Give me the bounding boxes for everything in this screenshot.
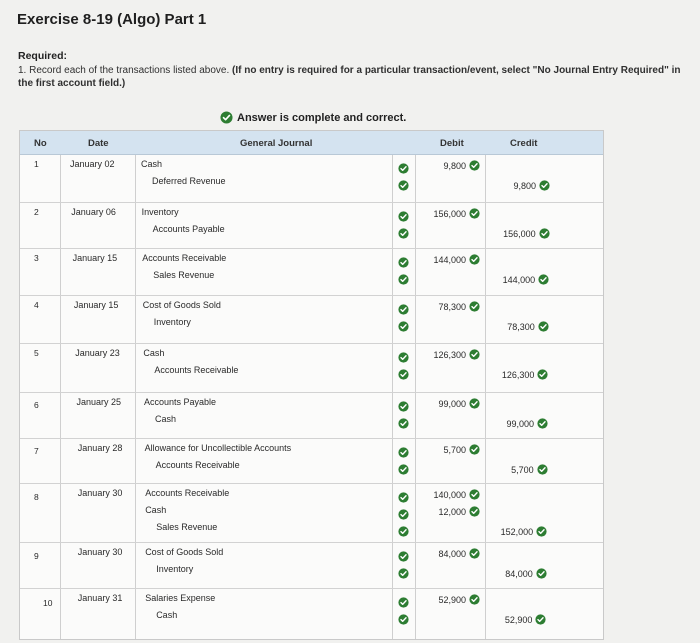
- check-circle-icon: [398, 612, 409, 623]
- entry-number: 7: [34, 446, 39, 456]
- required-text-bold: (If no entry is required for a particular transaction/event, select "No Journal Entry Required" in the first account field.): [18, 65, 681, 89]
- row-divider: [20, 202, 603, 203]
- account-field[interactable]: Cost of Goods Sold: [142, 300, 221, 310]
- check-circle-icon: [538, 321, 549, 332]
- check-circle-icon: [539, 228, 550, 239]
- entry-number: 1: [34, 159, 39, 169]
- check-circle-icon: [398, 226, 409, 237]
- debit-amount[interactable]: [438, 301, 480, 312]
- account-field[interactable]: Accounts Receivable: [142, 253, 227, 263]
- account-field[interactable]: Accounts Receivable: [155, 460, 240, 470]
- check-circle-icon: [398, 445, 409, 456]
- entry-date[interactable]: January 06: [71, 207, 116, 217]
- check-circle-icon: [469, 301, 480, 312]
- debit-amount[interactable]: [443, 160, 480, 171]
- entry-number: 4: [34, 300, 39, 310]
- debit-amount[interactable]: [443, 444, 480, 455]
- account-field[interactable]: Inventory: [153, 317, 191, 327]
- check-circle-icon: [537, 464, 548, 475]
- debit-value: 156,000: [433, 208, 466, 219]
- divider: [392, 155, 393, 639]
- required-heading: Required:: [18, 50, 68, 62]
- debit-value: 99,000: [438, 398, 466, 409]
- check-circle-icon: [469, 349, 480, 360]
- entry-date[interactable]: January 23: [75, 348, 120, 358]
- check-circle-icon: [536, 526, 547, 537]
- answer-status-text: Answer is complete and correct.: [237, 111, 407, 124]
- debit-value: 9,800: [443, 160, 466, 171]
- check-circle-icon: [398, 209, 409, 220]
- required-text-plain: 1. Record each of the transactions listed above.: [18, 65, 233, 76]
- check-circle-icon: [398, 255, 409, 266]
- debit-value: 126,300: [433, 349, 466, 360]
- check-circle-icon: [398, 350, 409, 361]
- divider: [415, 155, 416, 639]
- check-circle-icon: [398, 319, 409, 330]
- divider: [135, 155, 136, 639]
- entry-number: 2: [34, 207, 39, 217]
- entry-number: 3: [34, 253, 39, 263]
- account-field[interactable]: Cash: [156, 610, 178, 620]
- account-field[interactable]: Cost of Goods Sold: [145, 547, 224, 557]
- debit-amount[interactable]: [438, 506, 480, 517]
- account-field[interactable]: Sales Revenue: [153, 270, 215, 280]
- debit-value: 52,900: [438, 594, 466, 605]
- row-divider: [20, 295, 603, 296]
- account-field[interactable]: Accounts Payable: [144, 397, 217, 407]
- credit-amount[interactable]: [501, 526, 548, 537]
- column-no: No: [34, 138, 47, 149]
- entry-date[interactable]: January 30: [77, 488, 123, 498]
- entry-date[interactable]: January 15: [73, 300, 119, 310]
- credit-amount[interactable]: [503, 274, 550, 285]
- row-divider: [20, 483, 603, 484]
- entry-date[interactable]: January 31: [77, 593, 123, 603]
- account-field[interactable]: Accounts Receivable: [145, 488, 230, 498]
- table-header: [20, 131, 603, 155]
- debit-value: 78,300: [438, 301, 466, 312]
- account-field[interactable]: Accounts Receivable: [154, 365, 239, 375]
- credit-value: 52,900: [504, 614, 533, 625]
- check-circle-icon: [398, 566, 409, 577]
- debit-amount[interactable]: [433, 349, 480, 360]
- check-circle-icon: [469, 594, 480, 605]
- check-circle-icon: [398, 462, 409, 473]
- account-field[interactable]: Cash: [155, 414, 177, 424]
- check-circle-icon: [469, 506, 480, 517]
- check-circle-icon: [469, 489, 480, 500]
- check-circle-icon: [469, 254, 480, 265]
- credit-value: 126,300: [501, 369, 535, 380]
- debit-value: 5,700: [443, 444, 466, 455]
- account-field[interactable]: Accounts Payable: [152, 224, 225, 234]
- check-circle-icon: [398, 367, 409, 378]
- column-general-journal: General Journal: [240, 138, 313, 149]
- credit-value: 84,000: [505, 568, 533, 579]
- credit-value: 9,800: [513, 180, 536, 191]
- row-divider: [20, 392, 603, 393]
- check-circle-icon: [398, 595, 409, 606]
- check-circle-icon: [537, 369, 548, 380]
- credit-amount[interactable]: [513, 180, 550, 191]
- divider: [60, 155, 61, 639]
- debit-value: 144,000: [433, 254, 466, 265]
- entry-number: 6: [34, 399, 39, 410]
- account-field[interactable]: Inventory: [156, 564, 194, 574]
- account-field[interactable]: Allowance for Uncollectible Accounts: [144, 443, 292, 453]
- check-circle-icon: [398, 302, 409, 313]
- account-field[interactable]: Sales Revenue: [156, 522, 218, 532]
- row-divider: [20, 248, 603, 249]
- check-circle-icon: [469, 444, 480, 455]
- row-divider: [20, 588, 603, 589]
- credit-value: 78,300: [507, 321, 535, 332]
- entry-number: 10: [43, 597, 53, 608]
- credit-value: 99,000: [506, 418, 534, 429]
- check-circle-icon: [220, 111, 233, 124]
- check-circle-icon: [469, 160, 480, 171]
- entry-date[interactable]: January 15: [72, 253, 118, 263]
- account-field[interactable]: Salaries Expense: [145, 593, 216, 603]
- entry-date[interactable]: January 30: [77, 547, 123, 557]
- required-instructions: [18, 64, 683, 90]
- account-field[interactable]: Cash: [143, 348, 165, 358]
- column-date: Date: [88, 138, 109, 149]
- exercise-title: Exercise 8-19 (Algo) Part 1: [17, 11, 207, 28]
- credit-amount[interactable]: [506, 418, 548, 429]
- credit-value: 5,700: [511, 464, 534, 475]
- credit-value: 156,000: [503, 228, 536, 239]
- credit-value: 152,000: [500, 526, 534, 537]
- debit-amount[interactable]: [433, 208, 480, 219]
- answer-status: [220, 111, 406, 124]
- check-circle-icon: [398, 161, 409, 172]
- credit-amount[interactable]: [505, 614, 547, 625]
- row-divider: [20, 438, 603, 439]
- credit-value: 144,000: [502, 274, 536, 285]
- credit-amount[interactable]: [505, 568, 547, 579]
- check-circle-icon: [536, 568, 547, 579]
- check-circle-icon: [469, 208, 480, 219]
- check-circle-icon: [469, 548, 480, 559]
- account-field[interactable]: Cash: [145, 505, 167, 515]
- account-field[interactable]: Inventory: [141, 207, 179, 217]
- entry-number: 8: [34, 491, 39, 502]
- entry-date[interactable]: January 02: [70, 159, 115, 169]
- check-circle-icon: [538, 274, 549, 285]
- entry-number: 5: [34, 348, 39, 358]
- check-circle-icon: [398, 178, 409, 189]
- debit-amount[interactable]: [438, 594, 480, 605]
- debit-amount[interactable]: [433, 489, 480, 500]
- check-circle-icon: [398, 399, 409, 410]
- entry-number: 9: [34, 551, 39, 561]
- row-divider: [20, 542, 603, 543]
- row-divider: [20, 343, 603, 344]
- check-circle-icon: [537, 418, 548, 429]
- check-circle-icon: [469, 398, 480, 409]
- debit-amount[interactable]: [438, 398, 480, 409]
- check-circle-icon: [539, 180, 550, 191]
- check-circle-icon: [535, 614, 546, 625]
- check-circle-icon: [398, 524, 409, 535]
- credit-amount[interactable]: [511, 464, 548, 475]
- credit-amount[interactable]: [503, 228, 550, 239]
- account-field[interactable]: Cash: [141, 159, 163, 169]
- general-journal-table: [19, 130, 604, 640]
- column-debit: Debit: [440, 138, 464, 149]
- column-credit: Credit: [510, 138, 538, 149]
- entry-date[interactable]: January 28: [77, 443, 123, 453]
- debit-value: 12,000: [438, 506, 466, 517]
- check-circle-icon: [398, 416, 409, 427]
- check-circle-icon: [398, 490, 409, 501]
- debit-amount[interactable]: [438, 548, 480, 559]
- check-circle-icon: [398, 507, 409, 518]
- check-circle-icon: [398, 272, 409, 283]
- account-field[interactable]: Deferred Revenue: [152, 176, 226, 186]
- debit-value: 84,000: [438, 548, 466, 559]
- credit-amount[interactable]: [507, 321, 549, 332]
- debit-amount[interactable]: [433, 254, 480, 265]
- check-circle-icon: [398, 549, 409, 560]
- divider: [485, 155, 486, 639]
- entry-date[interactable]: January 25: [76, 397, 122, 407]
- credit-amount[interactable]: [502, 369, 549, 380]
- debit-value: 140,000: [433, 489, 466, 500]
